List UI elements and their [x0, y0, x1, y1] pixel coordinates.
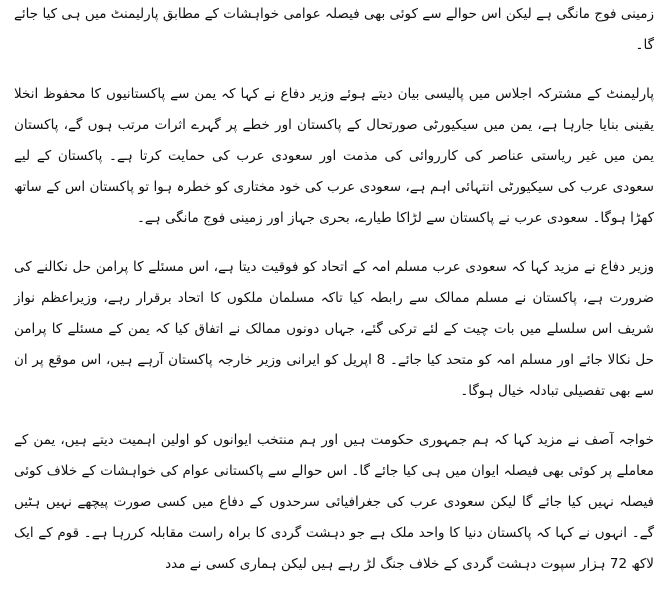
- article-paragraph: زمینی فوج مانگی ہے لیکن اس حوالے سے کوئی بھی فیصلہ عوامی خواہشات کے مطابق پارلیمنٹ میں ہی کیا جائے گا۔: [14, 6, 654, 53]
- article-paragraph: پارلیمنٹ کے مشترکہ اجلاس میں پالیسی بیان دیتے ہوئے وزیر دفاع نے کہا کہ یمن سے پاکستانیوں کا محفوظ انخلا یقینی بنایا جارہا ہے، یمن میں سیکیورٹی صورتحال کے پاکستان اور خطے پر گہرے اثرات مرتب ہوں گے، پاکستان یمن میں غیر ریاستی عناصر کی کارروائی کی مذمت اور سعودی عرب کی حمایت کرتا ہے۔ پاکستان کے لیے سعودی عرب کی سیکیورٹی انتہائی اہم ہے، سعودی عرب کی خود مختاری کو خطرہ ہوا تو پاکستان اس کے ساتھ کھڑا ہوگا۔ سعودی عرب نے پاکستان سے لڑاکا طیارے، بحری جہاز اور زمینی فوج مانگی ہے۔: [14, 86, 654, 226]
- article-paragraph: وزیر دفاع نے مزید کہا کہ سعودی عرب مسلم امہ کے اتحاد کو فوقیت دیتا ہے، اس مسئلے کا پرامن حل نکالنے کی ضرورت ہے، پاکستان نے مسلم ممالک سے رابطہ کیا تاکہ مسلمان ملکوں کا اتحاد برقرار رہے، وزیراعظم نواز شریف اس سلسلے میں بات چیت کے لئے ترکی گئے، جہاں دونوں ممالک نے اتفاق کیا کہ یمن کے مسئلے کا پرامن حل نکالا جائے اور مسلم امہ کو متحد کیا جائے۔ 8 اپریل کو ایرانی وزیر خارجہ پاکستان آرہے ہیں، اس موقع پر ان سے بھی تفصیلی تبادلہ خیال ہوگا۔: [14, 259, 654, 399]
- article-paragraph: خواجہ آصف نے مزید کہا کہ ہم جمہوری حکومت ہیں اور ہم منتخب ایوانوں کو اولین اہمیت دیتے ہیں، یمن کے معاملے پر کوئی بھی فیصلہ ایوان میں ہی کیا جائے گا۔ اس حوالے سے پاکستانی عوام کی خواہشات کے خلاف کوئی فیصلہ نہیں کیا جائے گا لیکن سعودی عرب کی جغرافیائی سرحدوں کے دفاع میں کسی صورت پیچھے نہیں ہٹیں گے۔ انہوں نے کہا کہ پاکستان دنیا کا واحد ملک ہے جو دہشت گردی کا براہ راست مقابلہ کررہا ہے۔ قوم کے ایک لاکھ 72 ہزار سپوت دہشت گردی کے خلاف جنگ لڑ رہے ہیں لیکن ہماری کسی نے مدد: [14, 432, 654, 572]
- article-body: [14, 0, 654, 580]
